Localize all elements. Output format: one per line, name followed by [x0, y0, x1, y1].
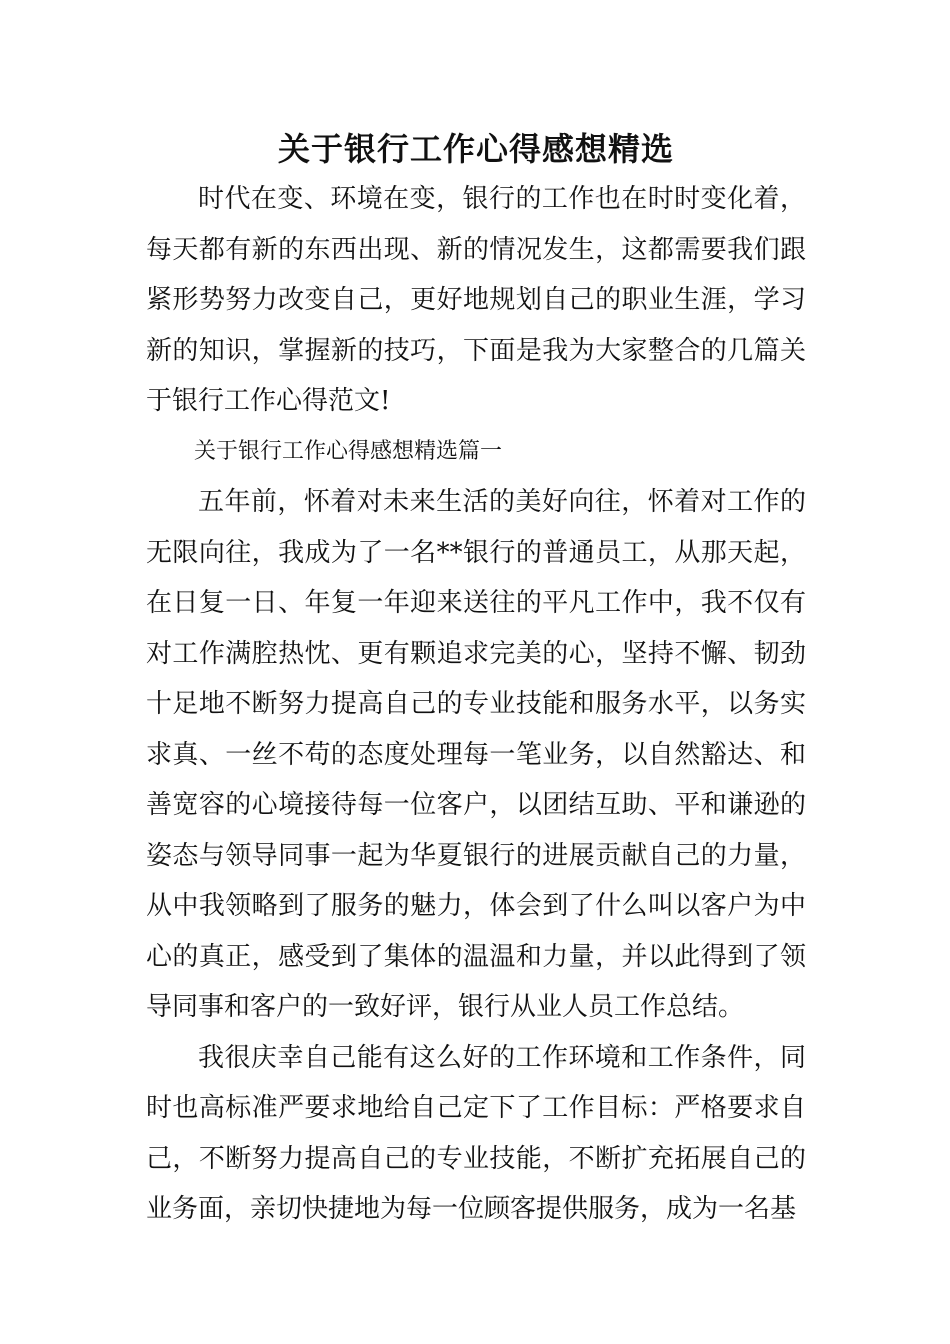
body-paragraph-2: 我很庆幸自己能有这么好的工作环境和工作条件，同时也高标准严要求地给自己定下了工作目标：严格要求自己，不断努力提高自己的专业技能，不断扩充拓展自己的业务面，亲切快捷地为每一位顾客提供服务，成为一名基: [146, 1042, 806, 1224]
document-title: 关于银行工作心得感想精选: [277, 130, 674, 168]
section-heading: 关于银行工作心得感想精选篇一: [194, 438, 503, 464]
document-page: [146, 124, 806, 1235]
intro-paragraph: 时代在变、环境在变，银行的工作也在时时变化着，每天都有新的东西出现、新的情况发生，这都需要我们跟紧形势努力改变自己，更好地规划自己的职业生涯，学习新的知识，掌握新的技巧，下面是我为大家整合的几篇关于银行工作心得范文!: [146, 184, 806, 416]
body-paragraph-1: 五年前，怀着对未来生活的美好向往，怀着对工作的无限向往，我成为了一名**银行的普通员工，从那天起，在日复一日、年复一年迎来送往的平凡工作中，我不仅有对工作满腔热忱、更有颗追求完美的心，坚持不懈、韧劲十足地不断努力提高自己的专业技能和服务水平，以务实求真、一丝不苟的态度处理每一笔业务，以自然豁达、和善宽容的心境接待每一位客户，以团结互助、平和谦逊的姿态与领导同事一起为华夏银行的进展贡献自己的力量，从中我领略到了服务的魅力，体会到了什么叫以客户为中心的真正，感受到了集体的温温和力量，并以此得到了领导同事和客户的一致好评，银行从业人员工作总结。: [146, 487, 806, 1022]
